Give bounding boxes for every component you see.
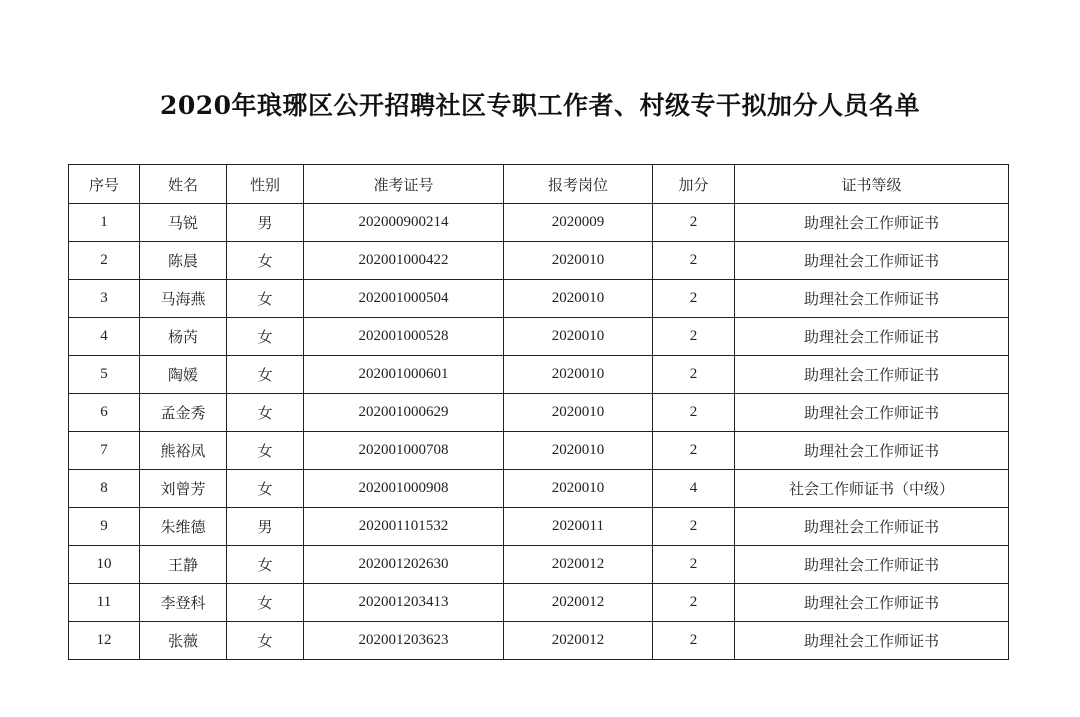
cell-name: 熊裕凤 xyxy=(140,432,227,470)
cell-position: 2020012 xyxy=(504,622,653,660)
header-position: 报考岗位 xyxy=(504,165,653,204)
cell-certificate: 助理社会工作师证书 xyxy=(735,546,1009,584)
table-header-row xyxy=(69,165,1009,204)
cell-bonus: 2 xyxy=(653,204,735,242)
table-row xyxy=(69,622,1009,660)
cell-bonus: 2 xyxy=(653,622,735,660)
cell-index: 8 xyxy=(69,470,140,508)
cell-position: 2020010 xyxy=(504,356,653,394)
header-exam-id: 准考证号 xyxy=(304,165,504,204)
cell-exam-id: 202001000528 xyxy=(304,318,504,356)
table-body xyxy=(69,204,1009,660)
cell-exam-id: 202001202630 xyxy=(304,546,504,584)
cell-exam-id: 202001000504 xyxy=(304,280,504,318)
cell-certificate: 助理社会工作师证书 xyxy=(735,394,1009,432)
cell-position: 2020010 xyxy=(504,318,653,356)
cell-name: 刘曾芳 xyxy=(140,470,227,508)
cell-certificate: 助理社会工作师证书 xyxy=(735,622,1009,660)
cell-gender: 女 xyxy=(227,242,304,280)
cell-gender: 女 xyxy=(227,546,304,584)
cell-name: 朱维德 xyxy=(140,508,227,546)
cell-position: 2020010 xyxy=(504,470,653,508)
cell-name: 孟金秀 xyxy=(140,394,227,432)
cell-certificate: 助理社会工作师证书 xyxy=(735,280,1009,318)
cell-bonus: 2 xyxy=(653,584,735,622)
cell-name: 陶媛 xyxy=(140,356,227,394)
cell-bonus: 2 xyxy=(653,280,735,318)
cell-exam-id: 202001101532 xyxy=(304,508,504,546)
cell-exam-id: 202001203413 xyxy=(304,584,504,622)
cell-exam-id: 202001000422 xyxy=(304,242,504,280)
cell-position: 2020012 xyxy=(504,546,653,584)
cell-name: 陈晨 xyxy=(140,242,227,280)
cell-gender: 男 xyxy=(227,508,304,546)
cell-certificate: 助理社会工作师证书 xyxy=(735,356,1009,394)
table-row xyxy=(69,318,1009,356)
cell-certificate: 助理社会工作师证书 xyxy=(735,508,1009,546)
cell-certificate: 助理社会工作师证书 xyxy=(735,204,1009,242)
table-row xyxy=(69,280,1009,318)
cell-bonus: 2 xyxy=(653,508,735,546)
cell-bonus: 2 xyxy=(653,546,735,584)
cell-gender: 女 xyxy=(227,356,304,394)
table-row xyxy=(69,432,1009,470)
cell-position: 2020010 xyxy=(504,394,653,432)
cell-index: 12 xyxy=(69,622,140,660)
cell-gender: 女 xyxy=(227,432,304,470)
cell-position: 2020010 xyxy=(504,242,653,280)
cell-bonus: 2 xyxy=(653,356,735,394)
cell-position: 2020009 xyxy=(504,204,653,242)
cell-certificate: 助理社会工作师证书 xyxy=(735,242,1009,280)
cell-name: 马锐 xyxy=(140,204,227,242)
cell-gender: 女 xyxy=(227,470,304,508)
header-certificate: 证书等级 xyxy=(735,165,1009,204)
table-row xyxy=(69,356,1009,394)
table-row xyxy=(69,470,1009,508)
cell-bonus: 2 xyxy=(653,432,735,470)
cell-gender: 女 xyxy=(227,318,304,356)
cell-position: 2020010 xyxy=(504,432,653,470)
cell-certificate: 社会工作师证书（中级） xyxy=(735,470,1009,508)
cell-index: 10 xyxy=(69,546,140,584)
cell-exam-id: 202001000629 xyxy=(304,394,504,432)
cell-gender: 男 xyxy=(227,204,304,242)
header-bonus: 加分 xyxy=(653,165,735,204)
cell-gender: 女 xyxy=(227,584,304,622)
table-row xyxy=(69,546,1009,584)
cell-exam-id: 202000900214 xyxy=(304,204,504,242)
cell-index: 9 xyxy=(69,508,140,546)
cell-index: 5 xyxy=(69,356,140,394)
cell-certificate: 助理社会工作师证书 xyxy=(735,584,1009,622)
cell-index: 1 xyxy=(69,204,140,242)
cell-position: 2020012 xyxy=(504,584,653,622)
cell-bonus: 4 xyxy=(653,470,735,508)
cell-gender: 女 xyxy=(227,622,304,660)
cell-name: 张薇 xyxy=(140,622,227,660)
cell-gender: 女 xyxy=(227,394,304,432)
header-gender: 性别 xyxy=(227,165,304,204)
header-index: 序号 xyxy=(69,165,140,204)
cell-bonus: 2 xyxy=(653,318,735,356)
cell-index: 2 xyxy=(69,242,140,280)
table-row xyxy=(69,242,1009,280)
cell-certificate: 助理社会工作师证书 xyxy=(735,432,1009,470)
cell-name: 马海燕 xyxy=(140,280,227,318)
cell-name: 杨芮 xyxy=(140,318,227,356)
table-row xyxy=(69,204,1009,242)
cell-position: 2020010 xyxy=(504,280,653,318)
table-row xyxy=(69,584,1009,622)
table-row xyxy=(69,508,1009,546)
cell-index: 4 xyxy=(69,318,140,356)
cell-exam-id: 202001000708 xyxy=(304,432,504,470)
cell-exam-id: 202001000601 xyxy=(304,356,504,394)
cell-certificate: 助理社会工作师证书 xyxy=(735,318,1009,356)
cell-name: 王静 xyxy=(140,546,227,584)
cell-gender: 女 xyxy=(227,280,304,318)
table-row xyxy=(69,394,1009,432)
cell-position: 2020011 xyxy=(504,508,653,546)
candidate-table xyxy=(68,164,1009,660)
cell-index: 3 xyxy=(69,280,140,318)
cell-index: 6 xyxy=(69,394,140,432)
cell-name: 李登科 xyxy=(140,584,227,622)
cell-index: 7 xyxy=(69,432,140,470)
header-name: 姓名 xyxy=(140,165,227,204)
cell-exam-id: 202001203623 xyxy=(304,622,504,660)
cell-bonus: 2 xyxy=(653,242,735,280)
page-title: 2020年琅琊区公开招聘社区专职工作者、村级专干拟加分人员名单 xyxy=(159,91,921,120)
cell-exam-id: 202001000908 xyxy=(304,470,504,508)
cell-bonus: 2 xyxy=(653,394,735,432)
cell-index: 11 xyxy=(69,584,140,622)
